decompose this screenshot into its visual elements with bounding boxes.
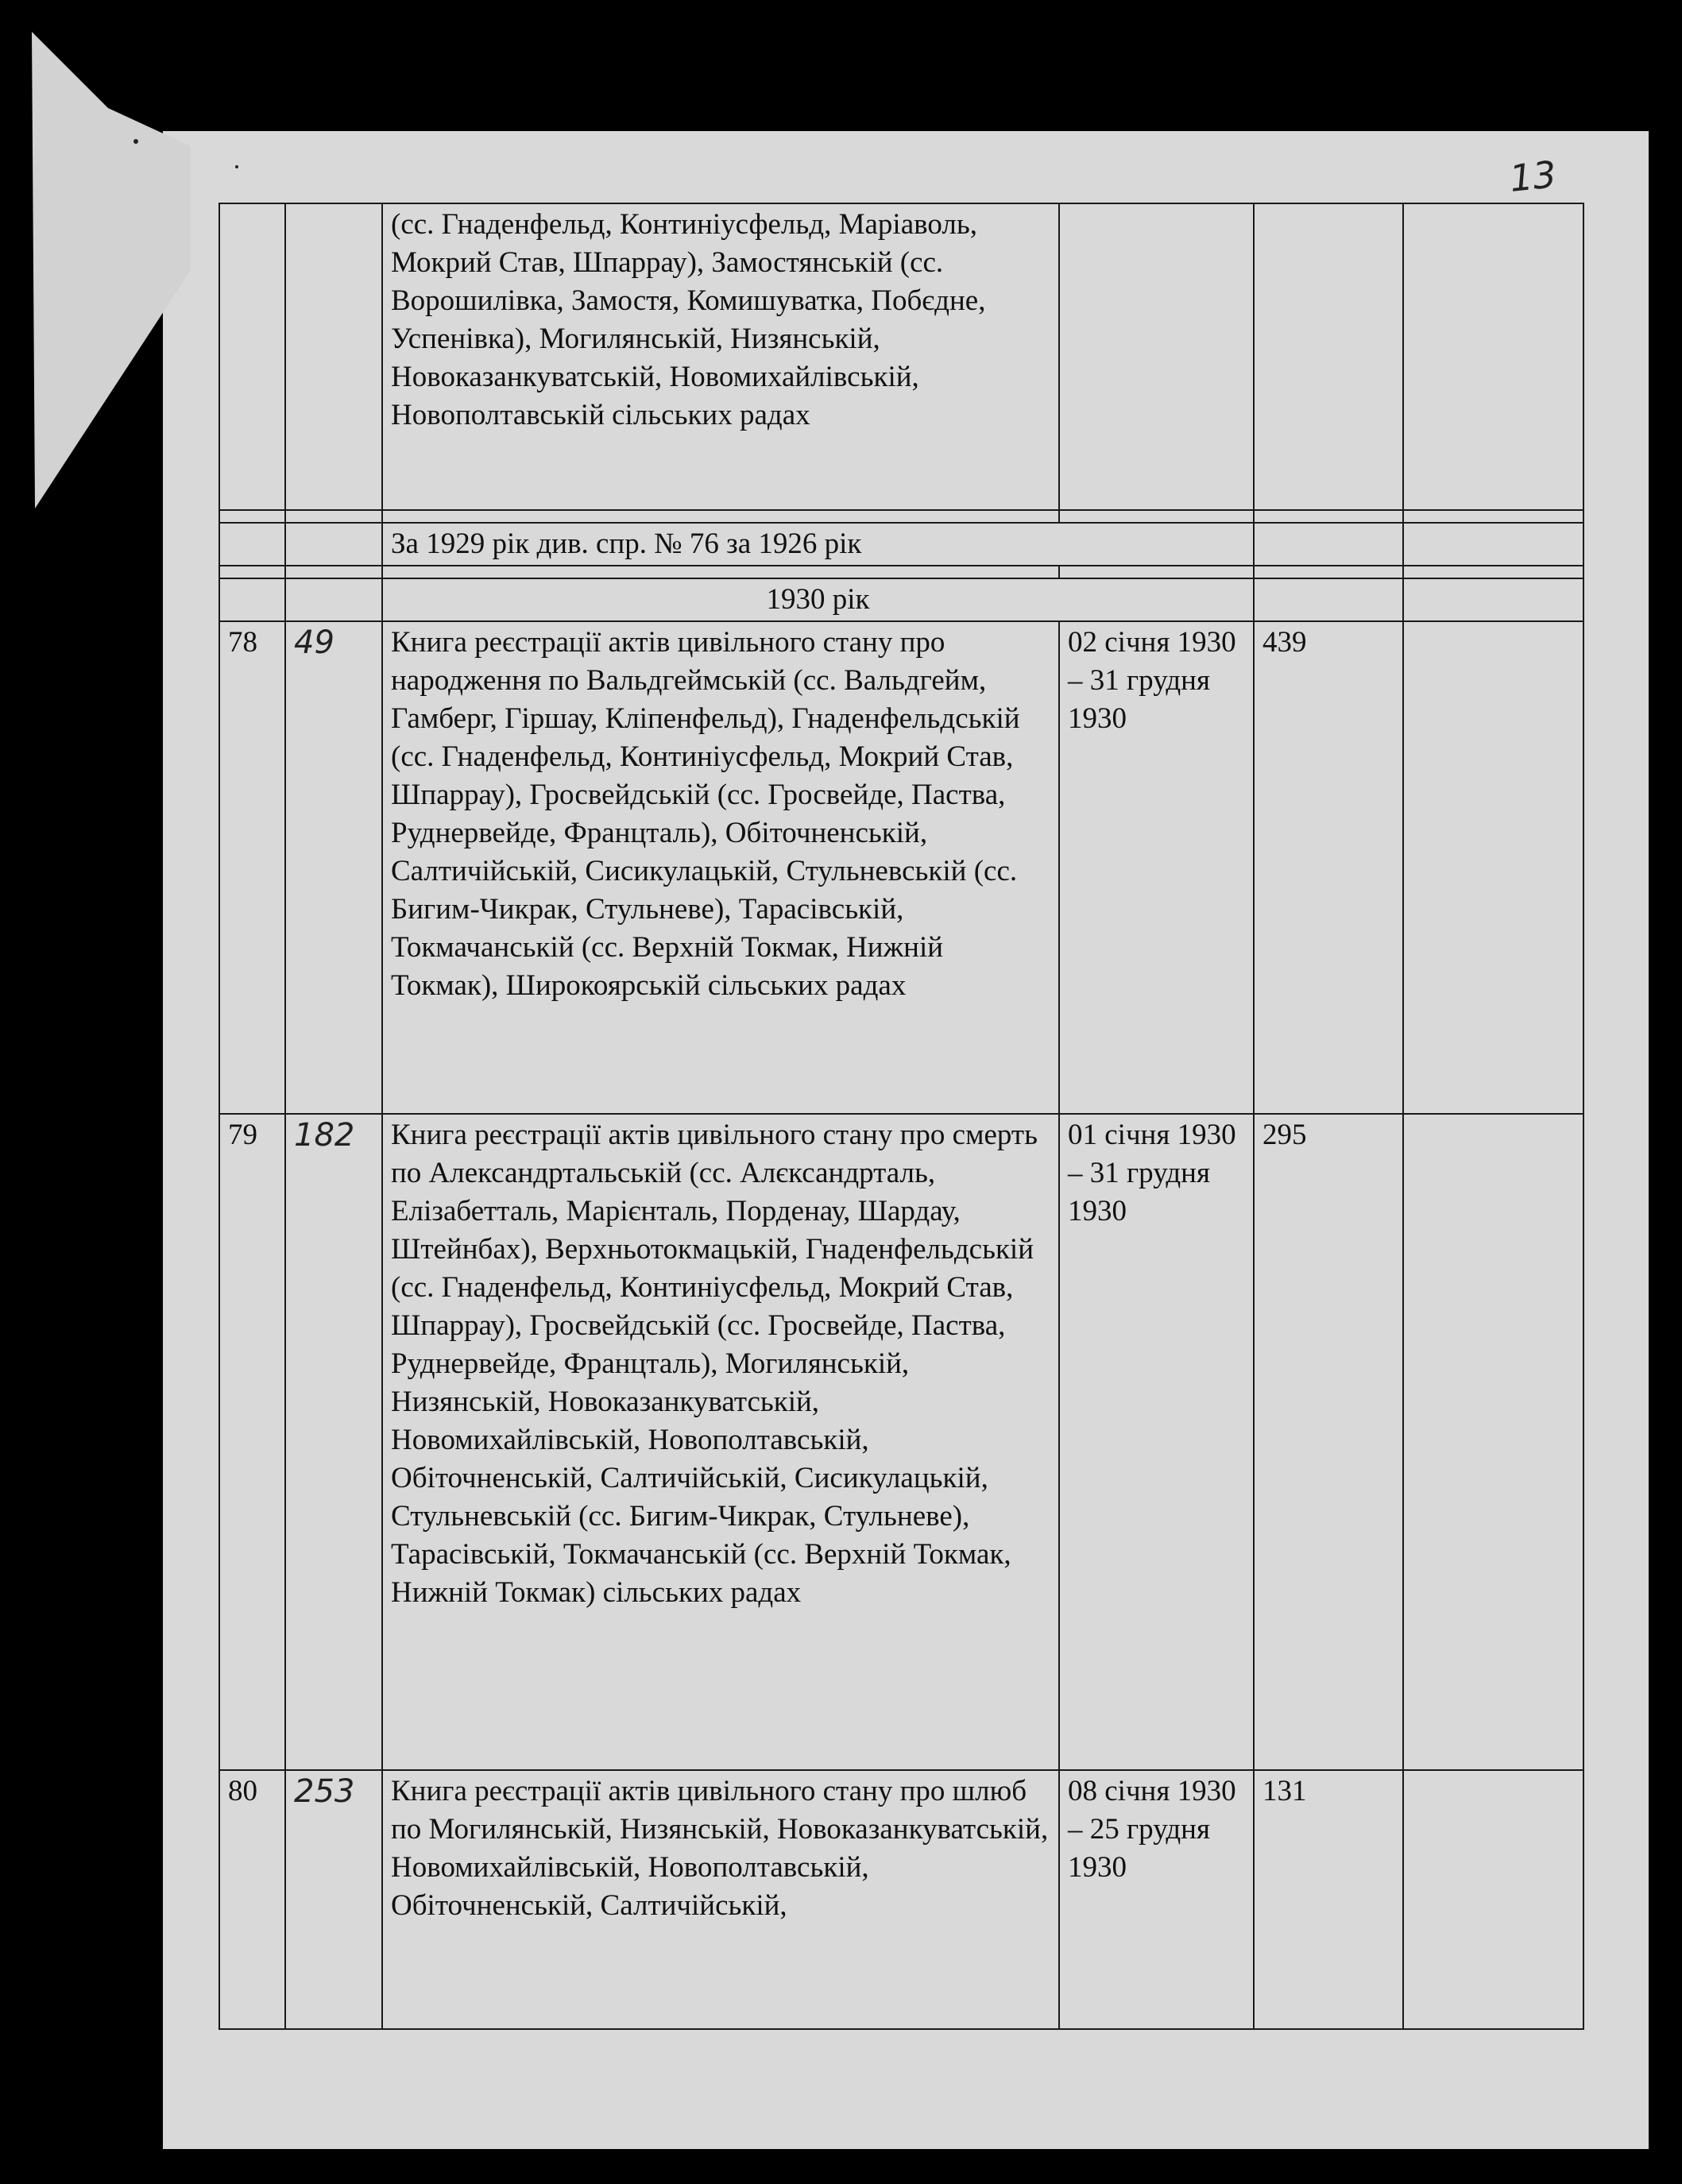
entry-title: Книга реєстрації актів цивільного стану про народження по Вальдгеймській (сс. Вальдгейм, Гамберг, Гіршау, Кліпенфельд), Гнаденфельдській (сс. Гнаденфельд, Континіусфельд, Мокрий Став, Шпаррау), Гросвейдській (сс. Гросвейде, Паства, Руднервейде, Францталь), Обіточненській, Салтичійській, Сисикулацькій, Стульневській (сс. Бигим-Чикрак, Стульневе), Тарасівській, Токмачанській (сс. Верхній Токмак, Нижній Токмак), Широкоярській сільських радах	[382, 621, 1059, 1114]
entry-notes	[1403, 1770, 1583, 2029]
entry-number	[219, 203, 285, 510]
table-row	[219, 203, 1583, 510]
entry-notes	[1403, 621, 1583, 1114]
entry-number: 80	[219, 1770, 285, 2029]
archive-number: 49	[285, 621, 382, 1114]
archive-number: 253	[285, 1770, 382, 2029]
table-row	[219, 1114, 1583, 1770]
entry-title: (сс. Гнаденфельд, Континіусфельд, Маріаволь, Мокрий Став, Шпаррау), Замостянській (сс. Ворошилівка, Замостя, Комишуватка, Побєдне, Успенівка), Могилянській, Низянській, Новоказанкуватській, Новомихайлівській, Новополтавській сільських радах	[382, 203, 1059, 510]
entry-notes	[1403, 203, 1583, 510]
entry-title: Книга реєстрації актів цивільного стану про смерть по Александртальській (сс. Алєксандрталь, Елізабетталь, Марієнталь, Порденау, Шардау, Штейнбах), Верхньотокмацькій, Гнаденфельдській (сс. Гнаденфельд, Континіусфельд, Мокрий Став, Шпаррау), Гросвейдській (сс. Гросвейде, Паства, Руднервейде, Францталь), Могилянській, Низянській, Новоказанкуватській, Новомихайлівській, Новополтавській, Обіточненській, Салтичійській, Сисикулацькій, Стульневській (сс. Бигим-Чикрак, Стульневе), Тарасівській, Токмачанській (сс. Верхній Токмак, Нижній Токмак) сільських радах	[382, 1114, 1059, 1770]
entry-number: 78	[219, 621, 285, 1114]
dust-speck	[133, 139, 138, 144]
entry-dates	[1059, 203, 1254, 510]
archive-number	[285, 203, 382, 510]
entry-sheets: 295	[1254, 1114, 1403, 1770]
table-row	[219, 510, 1583, 523]
entry-sheets: 439	[1254, 621, 1403, 1114]
year-heading: 1930 рік	[382, 578, 1254, 621]
table-row	[219, 1770, 1583, 2029]
table-row	[219, 578, 1583, 621]
dust-speck	[235, 165, 238, 168]
archive-number: 182	[285, 1114, 382, 1770]
entry-title: Книга реєстрації актів цивільного стану про шлюб по Могилянській, Низянській, Новоказанкуватській, Новомихайлівській, Новополтавській, Обіточненській, Салтичійській,	[382, 1770, 1059, 2029]
register-table	[218, 203, 1584, 2030]
table-row	[219, 566, 1583, 578]
entry-sheets	[1254, 203, 1403, 510]
table-row	[219, 523, 1583, 566]
entry-dates: 01 січня 1930 – 31 грудня 1930	[1059, 1114, 1254, 1770]
table-row	[219, 621, 1583, 1114]
entry-sheets: 131	[1254, 1770, 1403, 2029]
page-number: 13	[1507, 153, 1559, 200]
section-note: За 1929 рік див. спр. № 76 за 1926 рік	[382, 523, 1254, 566]
entry-dates: 08 січня 1930 – 25 грудня 1930	[1059, 1770, 1254, 2029]
entry-dates: 02 січня 1930 – 31 грудня 1930	[1059, 621, 1254, 1114]
entry-number: 79	[219, 1114, 285, 1770]
entry-notes	[1403, 1114, 1583, 1770]
